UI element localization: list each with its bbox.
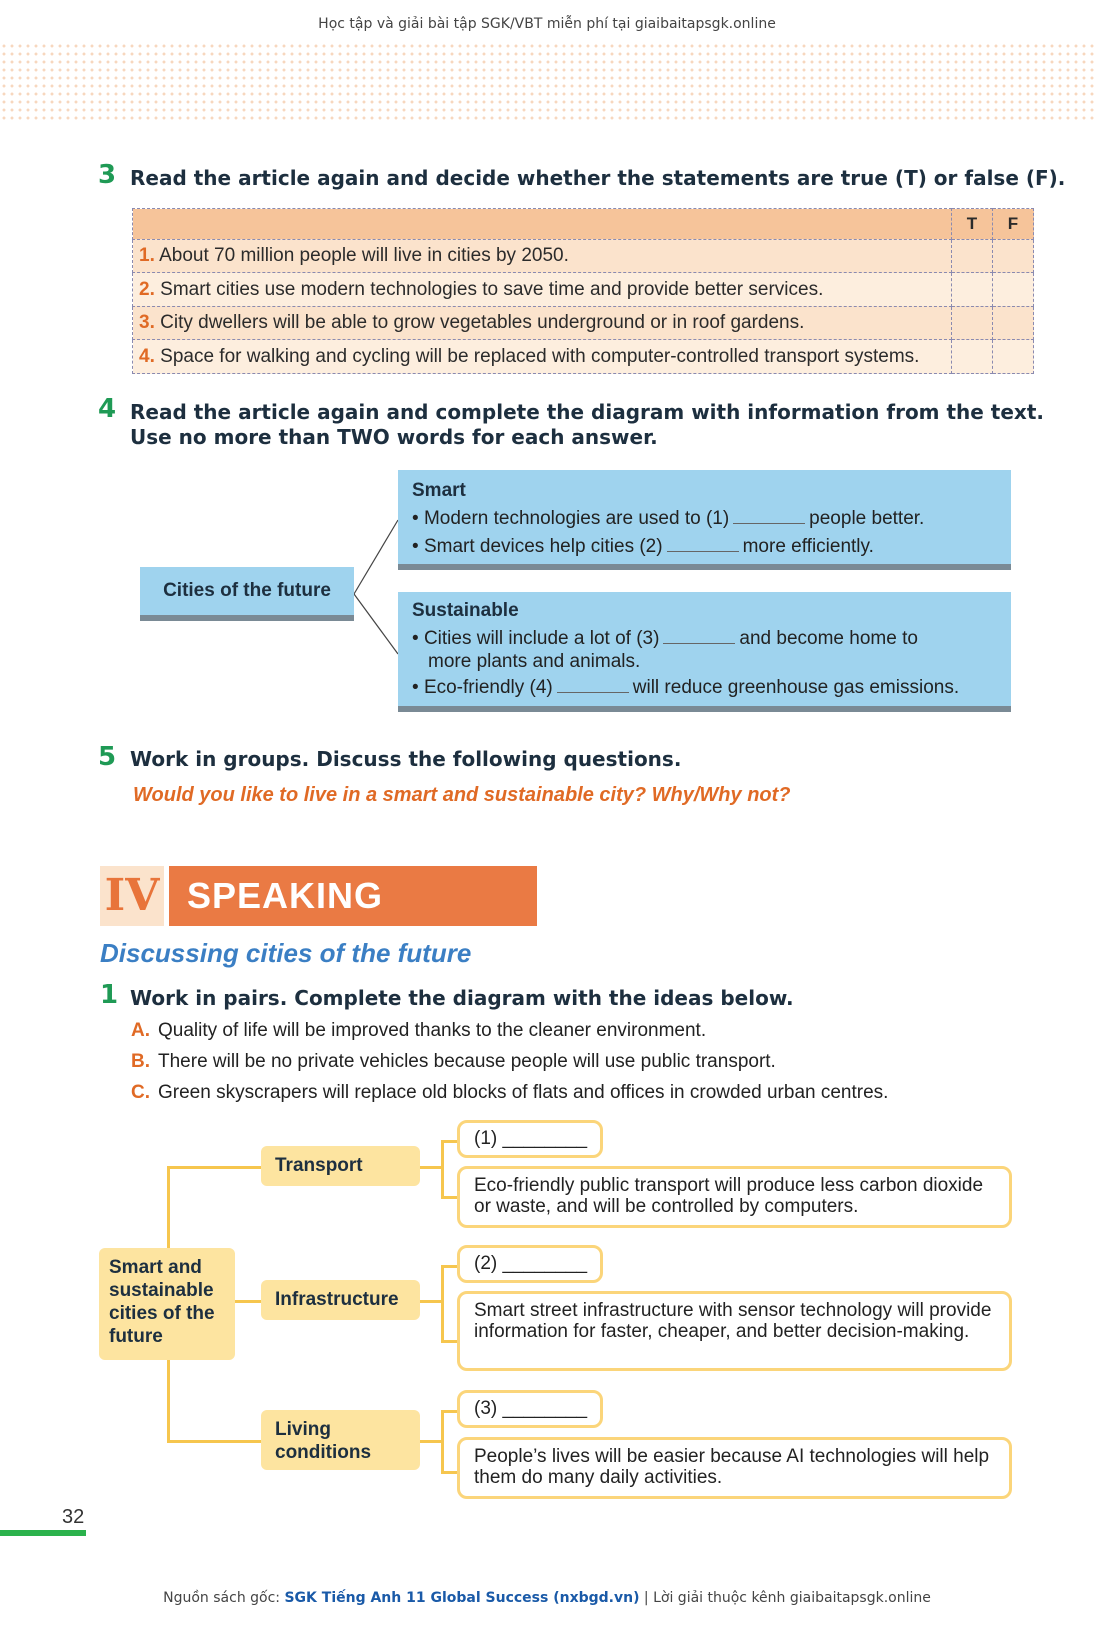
q5-number: 5 xyxy=(98,742,117,772)
table-row xyxy=(133,273,1034,307)
connector xyxy=(441,1340,457,1343)
table-row xyxy=(133,306,1034,340)
footer: Nguồn sách gốc: SGK Tiếng Anh 11 Global Success (nxbgd.vn) | Lời giải thuộc kênh giaibaitapsgk.online xyxy=(163,1590,931,1606)
sustainable-box xyxy=(398,592,1011,712)
answer-blank-1[interactable] xyxy=(733,523,805,524)
q3-instruction: Read the article again and decide whether the statements are true (T) or false (F). xyxy=(130,166,1066,190)
connector xyxy=(441,1265,444,1342)
q4-instruction-line1: Read the article again and complete the diagram with information from the text. xyxy=(130,400,1044,424)
false-cell[interactable] xyxy=(993,340,1034,374)
smart-box xyxy=(398,470,1011,570)
sustainable-item-2: • Eco-friendly (4) will reduce greenhouse gas emissions. xyxy=(412,677,960,698)
answer-blank-2[interactable] xyxy=(667,551,739,552)
table-row xyxy=(133,340,1034,374)
section-title: SPEAKING xyxy=(169,866,537,926)
sustainable-heading: Sustainable xyxy=(412,600,519,621)
branch-living-conditions: Living conditions xyxy=(261,1410,420,1470)
smart-item-1: • Modern technologies are used to (1) people better. xyxy=(412,508,925,529)
statement-text: Space for walking and cycling will be replaced with computer-controlled transport systems. xyxy=(160,345,920,367)
answer-blank-3[interactable] xyxy=(663,643,735,644)
table-row xyxy=(133,239,1034,273)
s1-instruction: Work in pairs. Complete the diagram with the ideas below. xyxy=(130,986,794,1010)
false-cell[interactable] xyxy=(993,306,1034,340)
table-header-blank xyxy=(133,209,952,240)
smart-item-2: • Smart devices help cities (2) more efficiently. xyxy=(412,536,874,557)
statement-text: Smart cities use modern technologies to save time and provide better services. xyxy=(160,278,824,300)
branch-transport: Transport xyxy=(261,1146,420,1186)
branch-line-living xyxy=(167,1440,261,1443)
true-cell[interactable] xyxy=(952,239,993,273)
false-cell[interactable] xyxy=(993,273,1034,307)
connector xyxy=(441,1471,457,1474)
page-number-underline xyxy=(0,1530,86,1536)
row-number: 3. xyxy=(139,312,155,334)
s1-number: 1 xyxy=(100,980,119,1010)
connector xyxy=(420,1300,441,1303)
book-link[interactable]: SGK Tiếng Anh 11 Global Success (nxbgd.vn) xyxy=(284,1590,640,1606)
connector xyxy=(441,1140,444,1198)
q3-number: 3 xyxy=(98,160,117,190)
connector xyxy=(441,1410,444,1473)
true-cell[interactable] xyxy=(952,340,993,374)
false-cell[interactable] xyxy=(993,239,1034,273)
q4-instruction-line2: Use no more than TWO words for each answer. xyxy=(130,425,658,449)
decorative-dot-band xyxy=(0,42,1094,124)
row-number: 2. xyxy=(139,278,155,300)
connector xyxy=(420,1166,441,1169)
q5-question: Would you like to live in a smart and sustainable city? Why/Why not? xyxy=(133,784,791,806)
connector xyxy=(441,1140,457,1143)
branch-line-infrastructure xyxy=(235,1300,261,1303)
root-node: Smart and sustainable cities of the future xyxy=(99,1248,235,1360)
answer-blank-4[interactable] xyxy=(557,692,629,693)
top-note: Học tập và giải bài tập SGK/VBT miễn phí tại giaibaitapsgk.online xyxy=(318,16,776,32)
column-t: T xyxy=(952,209,993,240)
description-living-conditions: People’s lives will be easier because AI technologies will help them do many daily activities. xyxy=(457,1437,1012,1499)
option-b: B. There will be no private vehicles because people will use public transport. xyxy=(131,1051,776,1072)
answer-box-1[interactable]: (1) ________ xyxy=(457,1120,603,1158)
description-infrastructure: Smart street infrastructure with sensor technology will provide information for faster, cheaper, and better decision-making. xyxy=(457,1291,1012,1371)
connector xyxy=(420,1440,441,1443)
answer-box-3[interactable]: (3) ________ xyxy=(457,1390,603,1428)
column-f: F xyxy=(993,209,1034,240)
statement-text: About 70 million people will live in cities by 2050. xyxy=(159,244,569,266)
branch-line-transport xyxy=(167,1166,261,1169)
description-transport: Eco-friendly public transport will produce less carbon dioxide or waste, and will be controlled by computers. xyxy=(457,1166,1012,1228)
section-subtitle: Discussing cities of the future xyxy=(100,938,472,968)
cities-of-the-future-node: Cities of the future xyxy=(140,567,354,621)
branch-infrastructure: Infrastructure xyxy=(261,1280,420,1320)
sustainable-item-1: • Cities will include a lot of (3) and become home to xyxy=(412,628,918,649)
q5-instruction: Work in groups. Discuss the following questions. xyxy=(130,747,682,771)
true-cell[interactable] xyxy=(952,306,993,340)
connector xyxy=(441,1265,457,1268)
answer-box-2[interactable]: (2) ________ xyxy=(457,1245,603,1283)
sustainable-item-1-cont: more plants and animals. xyxy=(428,651,641,672)
statement-text: City dwellers will be able to grow vegetables underground or in roof gardens. xyxy=(160,312,805,334)
section-roman-numeral: IV xyxy=(100,866,164,926)
smart-heading: Smart xyxy=(412,480,466,501)
q4-number: 4 xyxy=(98,394,117,424)
true-cell[interactable] xyxy=(952,273,993,307)
option-c: C. Green skyscrapers will replace old blocks of flats and offices in crowded urban centres. xyxy=(131,1082,889,1103)
connector xyxy=(441,1196,457,1199)
option-a: A. Quality of life will be improved thanks to the cleaner environment. xyxy=(131,1020,707,1041)
page-number: 32 xyxy=(62,1506,85,1528)
true-false-table xyxy=(132,208,1034,374)
connector xyxy=(441,1410,457,1413)
diagram-connector-lines xyxy=(350,510,402,660)
row-number: 4. xyxy=(139,345,155,367)
row-number: 1. xyxy=(139,244,155,266)
